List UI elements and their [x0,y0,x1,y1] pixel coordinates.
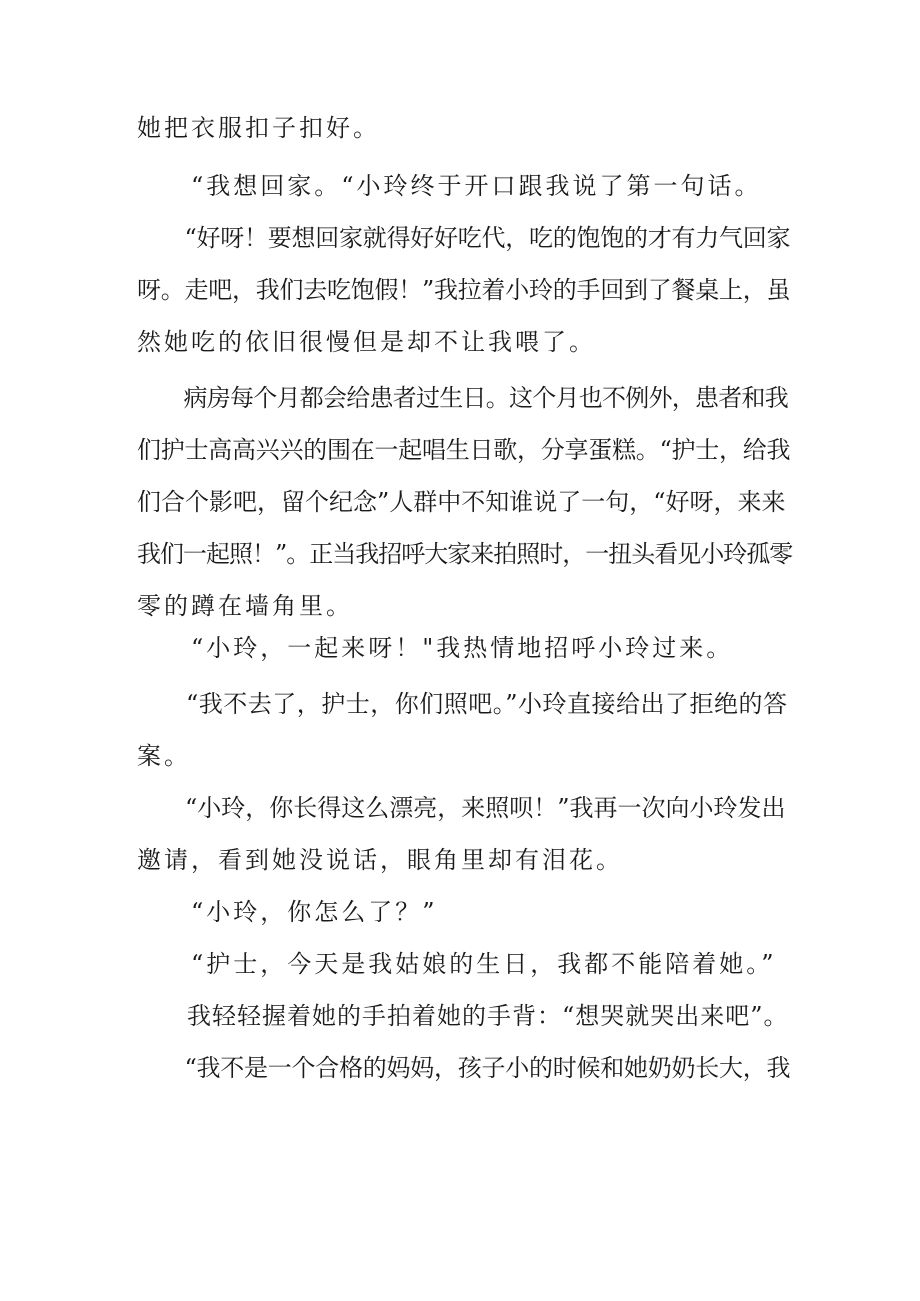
text-line: 我们一起照！”。正当我招呼大家来拍照时，一扭头看见小玲孤零 [137,540,793,568]
text-line: 们合个影吧，留个纪念”人群中不知谁说了一句，“好呀，来来 [137,488,786,516]
paragraph [137,212,792,380]
paragraph [137,372,792,644]
paragraph [137,622,792,686]
text-line: 病房每个月都会给患者过生日。这个月也不例外，患者和我 [137,384,788,412]
text-line: 她把衣服扣子扣好。 [137,114,380,142]
text-line: 们护士高高兴兴的围在一起唱生日歌，分享蛋糕。“护士，给我 [137,436,791,464]
paragraph [137,678,792,794]
text-line: “我不是一个合格的妈妈，孩子小的时候和她奶奶长大，我 [137,1054,791,1082]
paragraph [137,102,792,166]
text-line: 零的蹲在墙角里。 [137,592,353,620]
text-line: “好呀！要想回家就得好好吃代，吃的饱饱的才有力气回家 [137,224,791,252]
text-line: 案。 [137,742,191,770]
text-line: “小玲，一起来呀！"我热情地招呼小玲过来。 [137,634,734,662]
paragraph [137,1042,792,1106]
text-line: “小玲，你怎么了？” [137,898,438,926]
text-line: “我想回家。“小玲终于开口跟我说了第一句话。 [137,172,762,200]
text-line: 呀。走吧，我们去吃饱假！”我拉着小玲的手回到了餐桌上，虽 [137,276,791,304]
text-line: “小玲，你长得这么漂亮，来照呗！”我再一次向小玲发出 [137,794,786,822]
text-line: “护士，今天是我姑娘的生日，我都不能陪着她。” [137,950,777,978]
text-line: “我不去了，护士，你们照吧。”小玲直接给出了拒绝的答 [137,690,788,718]
paragraph [137,782,792,898]
text-line: 然她吃的依旧很慢但是却不让我喂了。 [137,328,596,356]
text-line: 我轻轻握着她的手拍着她的手背：“想哭就哭出来吧”。 [137,1002,789,1030]
text-line: 邀请，看到她没说话，眼角里却有泪花。 [137,846,623,874]
